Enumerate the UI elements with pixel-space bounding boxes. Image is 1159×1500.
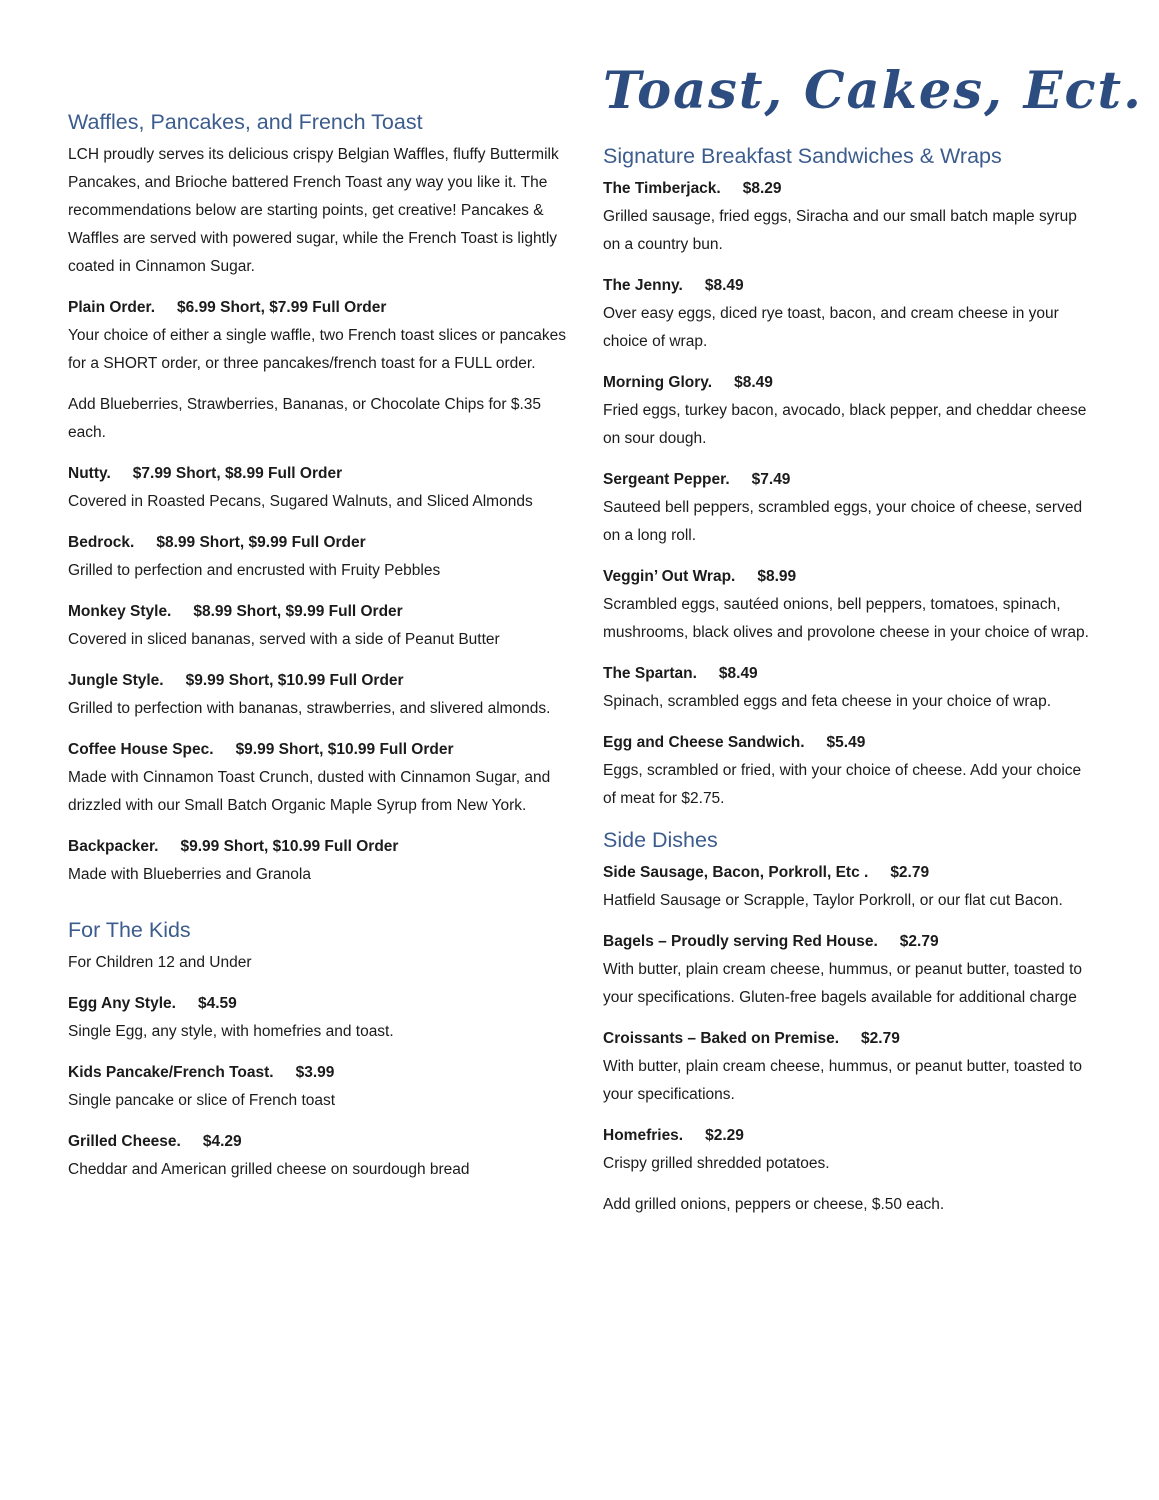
item-name: Homefries. bbox=[603, 1127, 684, 1144]
item-name: The Timberjack. bbox=[603, 180, 721, 197]
item-description: Grilled to perfection and encrusted with Fruity Pebbles bbox=[68, 562, 441, 579]
menu-item bbox=[603, 466, 1097, 550]
item-price: $5.49 bbox=[826, 734, 866, 751]
item-name: Kids Pancake/French Toast. bbox=[68, 1064, 274, 1081]
menu-item bbox=[603, 369, 1097, 453]
section-heading: Waffles, Pancakes, and French Toast bbox=[68, 110, 423, 134]
item-name: Grilled Cheese. bbox=[68, 1133, 181, 1150]
menu-item bbox=[603, 928, 1097, 1012]
item-name: Sergeant Pepper. bbox=[603, 471, 730, 488]
item-name: Nutty. bbox=[68, 465, 111, 482]
item-description: Sauteed bell peppers, scrambled eggs, your choice of cheese, served on a long roll. bbox=[603, 499, 1083, 544]
menu-item bbox=[68, 1128, 568, 1184]
item-price: $8.49 bbox=[704, 277, 744, 294]
section-breakfast-sandwiches-wraps bbox=[603, 142, 1097, 813]
item-price: $2.79 bbox=[899, 933, 939, 950]
item-price: $8.99 Short, $9.99 Full Order bbox=[193, 603, 403, 620]
item-description: Over easy eggs, diced rye toast, bacon, and cream cheese in your choice of wrap. bbox=[603, 305, 1059, 350]
item-price: $8.99 Short, $9.99 Full Order bbox=[156, 534, 366, 551]
item-description: Scrambled eggs, sautéed onions, bell peppers, tomatoes, spinach, mushrooms, black olives and provolone cheese in your choice of wrap. bbox=[603, 596, 1089, 641]
item-name: Backpacker. bbox=[68, 838, 159, 855]
menu-item bbox=[603, 563, 1097, 647]
item-name: Monkey Style. bbox=[68, 603, 172, 620]
item-description: Grilled to perfection with bananas, strawberries, and slivered almonds. bbox=[68, 700, 551, 717]
item-title bbox=[68, 460, 568, 488]
item-name: Jungle Style. bbox=[68, 672, 164, 689]
menu-note: Add grilled onions, peppers or cheese, $.50 each. bbox=[603, 1196, 945, 1213]
item-price: $9.99 Short, $10.99 Full Order bbox=[235, 741, 454, 758]
section-side-dishes bbox=[603, 826, 1097, 1219]
item-description: Single Egg, any style, with homefries and toast. bbox=[68, 1023, 394, 1040]
menu-item bbox=[68, 833, 568, 889]
item-price: $3.99 bbox=[295, 1064, 335, 1081]
item-price: $8.49 bbox=[734, 374, 773, 391]
menu-item bbox=[68, 990, 568, 1046]
item-title bbox=[603, 729, 1097, 757]
item-description: Cheddar and American grilled cheese on sourdough bread bbox=[68, 1161, 470, 1178]
item-title bbox=[68, 598, 568, 626]
item-price: $4.29 bbox=[202, 1133, 242, 1150]
item-description: Grilled sausage, fried eggs, Siracha and our small batch maple syrup on a country bun. bbox=[603, 208, 1077, 253]
menu-item bbox=[603, 1122, 1097, 1178]
item-name: The Jenny. bbox=[603, 277, 683, 294]
item-name: Bagels – Proudly serving Red House. bbox=[603, 933, 878, 950]
item-description: Made with Blueberries and Granola bbox=[68, 866, 311, 883]
item-description: Spinach, scrambled eggs and feta cheese in your choice of wrap. bbox=[603, 693, 1052, 710]
section-intro: For Children 12 and Under bbox=[68, 954, 252, 971]
menu-item bbox=[603, 660, 1097, 716]
menu-item bbox=[68, 294, 568, 378]
item-name: Side Sausage, Bacon, Porkroll, Etc . bbox=[603, 864, 869, 881]
item-title bbox=[603, 660, 1097, 688]
item-description: With butter, plain cream cheese, hummus, or peanut butter, toasted to your specifications. Gluten-free bagels available for additional charge bbox=[603, 961, 1083, 1006]
item-name: Egg and Cheese Sandwich. bbox=[603, 734, 805, 751]
item-title bbox=[68, 529, 568, 557]
item-name: The Spartan. bbox=[603, 665, 697, 682]
item-title bbox=[68, 294, 568, 322]
menu-item bbox=[68, 1059, 568, 1115]
item-price: $8.29 bbox=[742, 180, 782, 197]
item-name: Croissants – Baked on Premise. bbox=[603, 1030, 840, 1047]
item-price: $8.99 bbox=[757, 568, 797, 585]
item-description: Made with Cinnamon Toast Crunch, dusted with Cinnamon Sugar, and drizzled with our Small Batch Organic Maple Syrup from New York. bbox=[68, 769, 551, 814]
item-price: $2.79 bbox=[861, 1030, 900, 1047]
menu-item bbox=[603, 175, 1097, 259]
item-title bbox=[603, 272, 1097, 300]
item-description: With butter, plain cream cheese, hummus, or peanut butter, toasted to your specifications. bbox=[603, 1058, 1083, 1103]
menu-item bbox=[68, 598, 568, 654]
item-name: Plain Order. bbox=[68, 299, 156, 316]
item-title bbox=[68, 1128, 568, 1156]
item-title bbox=[603, 466, 1097, 494]
item-title bbox=[68, 833, 568, 861]
section-heading: Signature Breakfast Sandwiches & Wraps bbox=[603, 144, 1002, 168]
item-price: $9.99 Short, $10.99 Full Order bbox=[185, 672, 404, 689]
item-price: $8.49 bbox=[718, 665, 758, 682]
menu-item bbox=[603, 1025, 1097, 1109]
item-price: $9.99 Short, $10.99 Full Order bbox=[180, 838, 399, 855]
item-name: Coffee House Spec. bbox=[68, 741, 214, 758]
item-title bbox=[603, 928, 1097, 956]
item-description: Eggs, scrambled or fried, with your choice of cheese. Add your choice of meat for $2.75. bbox=[603, 762, 1082, 807]
section-heading: For The Kids bbox=[68, 918, 191, 942]
item-title bbox=[603, 1025, 1097, 1053]
item-description: Crispy grilled shredded potatoes. bbox=[603, 1155, 830, 1172]
menu-item bbox=[603, 729, 1097, 813]
item-name: Bedrock. bbox=[68, 534, 135, 551]
item-title bbox=[603, 175, 1097, 203]
menu-item bbox=[68, 529, 568, 585]
menu-item bbox=[603, 272, 1097, 356]
section-for-the-kids bbox=[68, 916, 568, 1184]
item-price: $7.99 Short, $8.99 Full Order bbox=[132, 465, 343, 482]
item-price: $2.79 bbox=[890, 864, 930, 881]
item-description: Fried eggs, turkey bacon, avocado, black pepper, and cheddar cheese on sour dough. bbox=[603, 402, 1087, 447]
item-name: Veggin’ Out Wrap. bbox=[603, 568, 736, 585]
item-title bbox=[68, 990, 568, 1018]
item-title bbox=[603, 563, 1097, 591]
item-description: Covered in Roasted Pecans, Sugared Walnuts, and Sliced Almonds bbox=[68, 493, 533, 510]
item-title bbox=[68, 667, 568, 695]
item-name: Morning Glory. bbox=[603, 374, 713, 391]
item-price: $2.29 bbox=[705, 1127, 744, 1144]
item-description: Hatfield Sausage or Scrapple, Taylor Porkroll, or our flat cut Bacon. bbox=[603, 892, 1063, 909]
item-price: $6.99 Short, $7.99 Full Order bbox=[177, 299, 387, 316]
menu-item bbox=[603, 859, 1097, 915]
item-price: $4.59 bbox=[197, 995, 237, 1012]
item-name: Egg Any Style. bbox=[68, 995, 176, 1012]
section-intro: LCH proudly serves its delicious crispy Belgian Waffles, fluffy Buttermilk Pancakes, and Brioche battered French Toast any way you like it. The recommendations below are starting points, get creative! Pancakes & Waffles are served with powered sugar, while the French Toast is lightly coated in Cinnamon Sugar. bbox=[68, 146, 559, 275]
item-description: Your choice of either a single waffle, two French toast slices or pancakes for a SHORT order, or three pancakes/french toast for a FULL order. bbox=[68, 327, 566, 372]
item-description: Covered in sliced bananas, served with a side of Peanut Butter bbox=[68, 631, 500, 648]
left-column bbox=[68, 108, 568, 1232]
item-title bbox=[603, 369, 1097, 397]
section-heading: Side Dishes bbox=[603, 828, 718, 852]
item-title bbox=[68, 1059, 568, 1087]
item-price: $7.49 bbox=[751, 471, 791, 488]
menu-item bbox=[68, 667, 568, 723]
page-title-script: Toast, Cakes, Ect. bbox=[603, 61, 1143, 121]
section-waffles-pancakes-french-toast bbox=[68, 108, 568, 889]
menu-item bbox=[68, 460, 568, 516]
item-title bbox=[603, 859, 1097, 887]
menu-item bbox=[68, 736, 568, 820]
item-title bbox=[68, 736, 568, 764]
item-description: Single pancake or slice of French toast bbox=[68, 1092, 336, 1109]
item-title bbox=[603, 1122, 1097, 1150]
right-column bbox=[603, 54, 1143, 1232]
menu-note: Add Blueberries, Strawberries, Bananas, or Chocolate Chips for $.35 each. bbox=[68, 396, 541, 441]
